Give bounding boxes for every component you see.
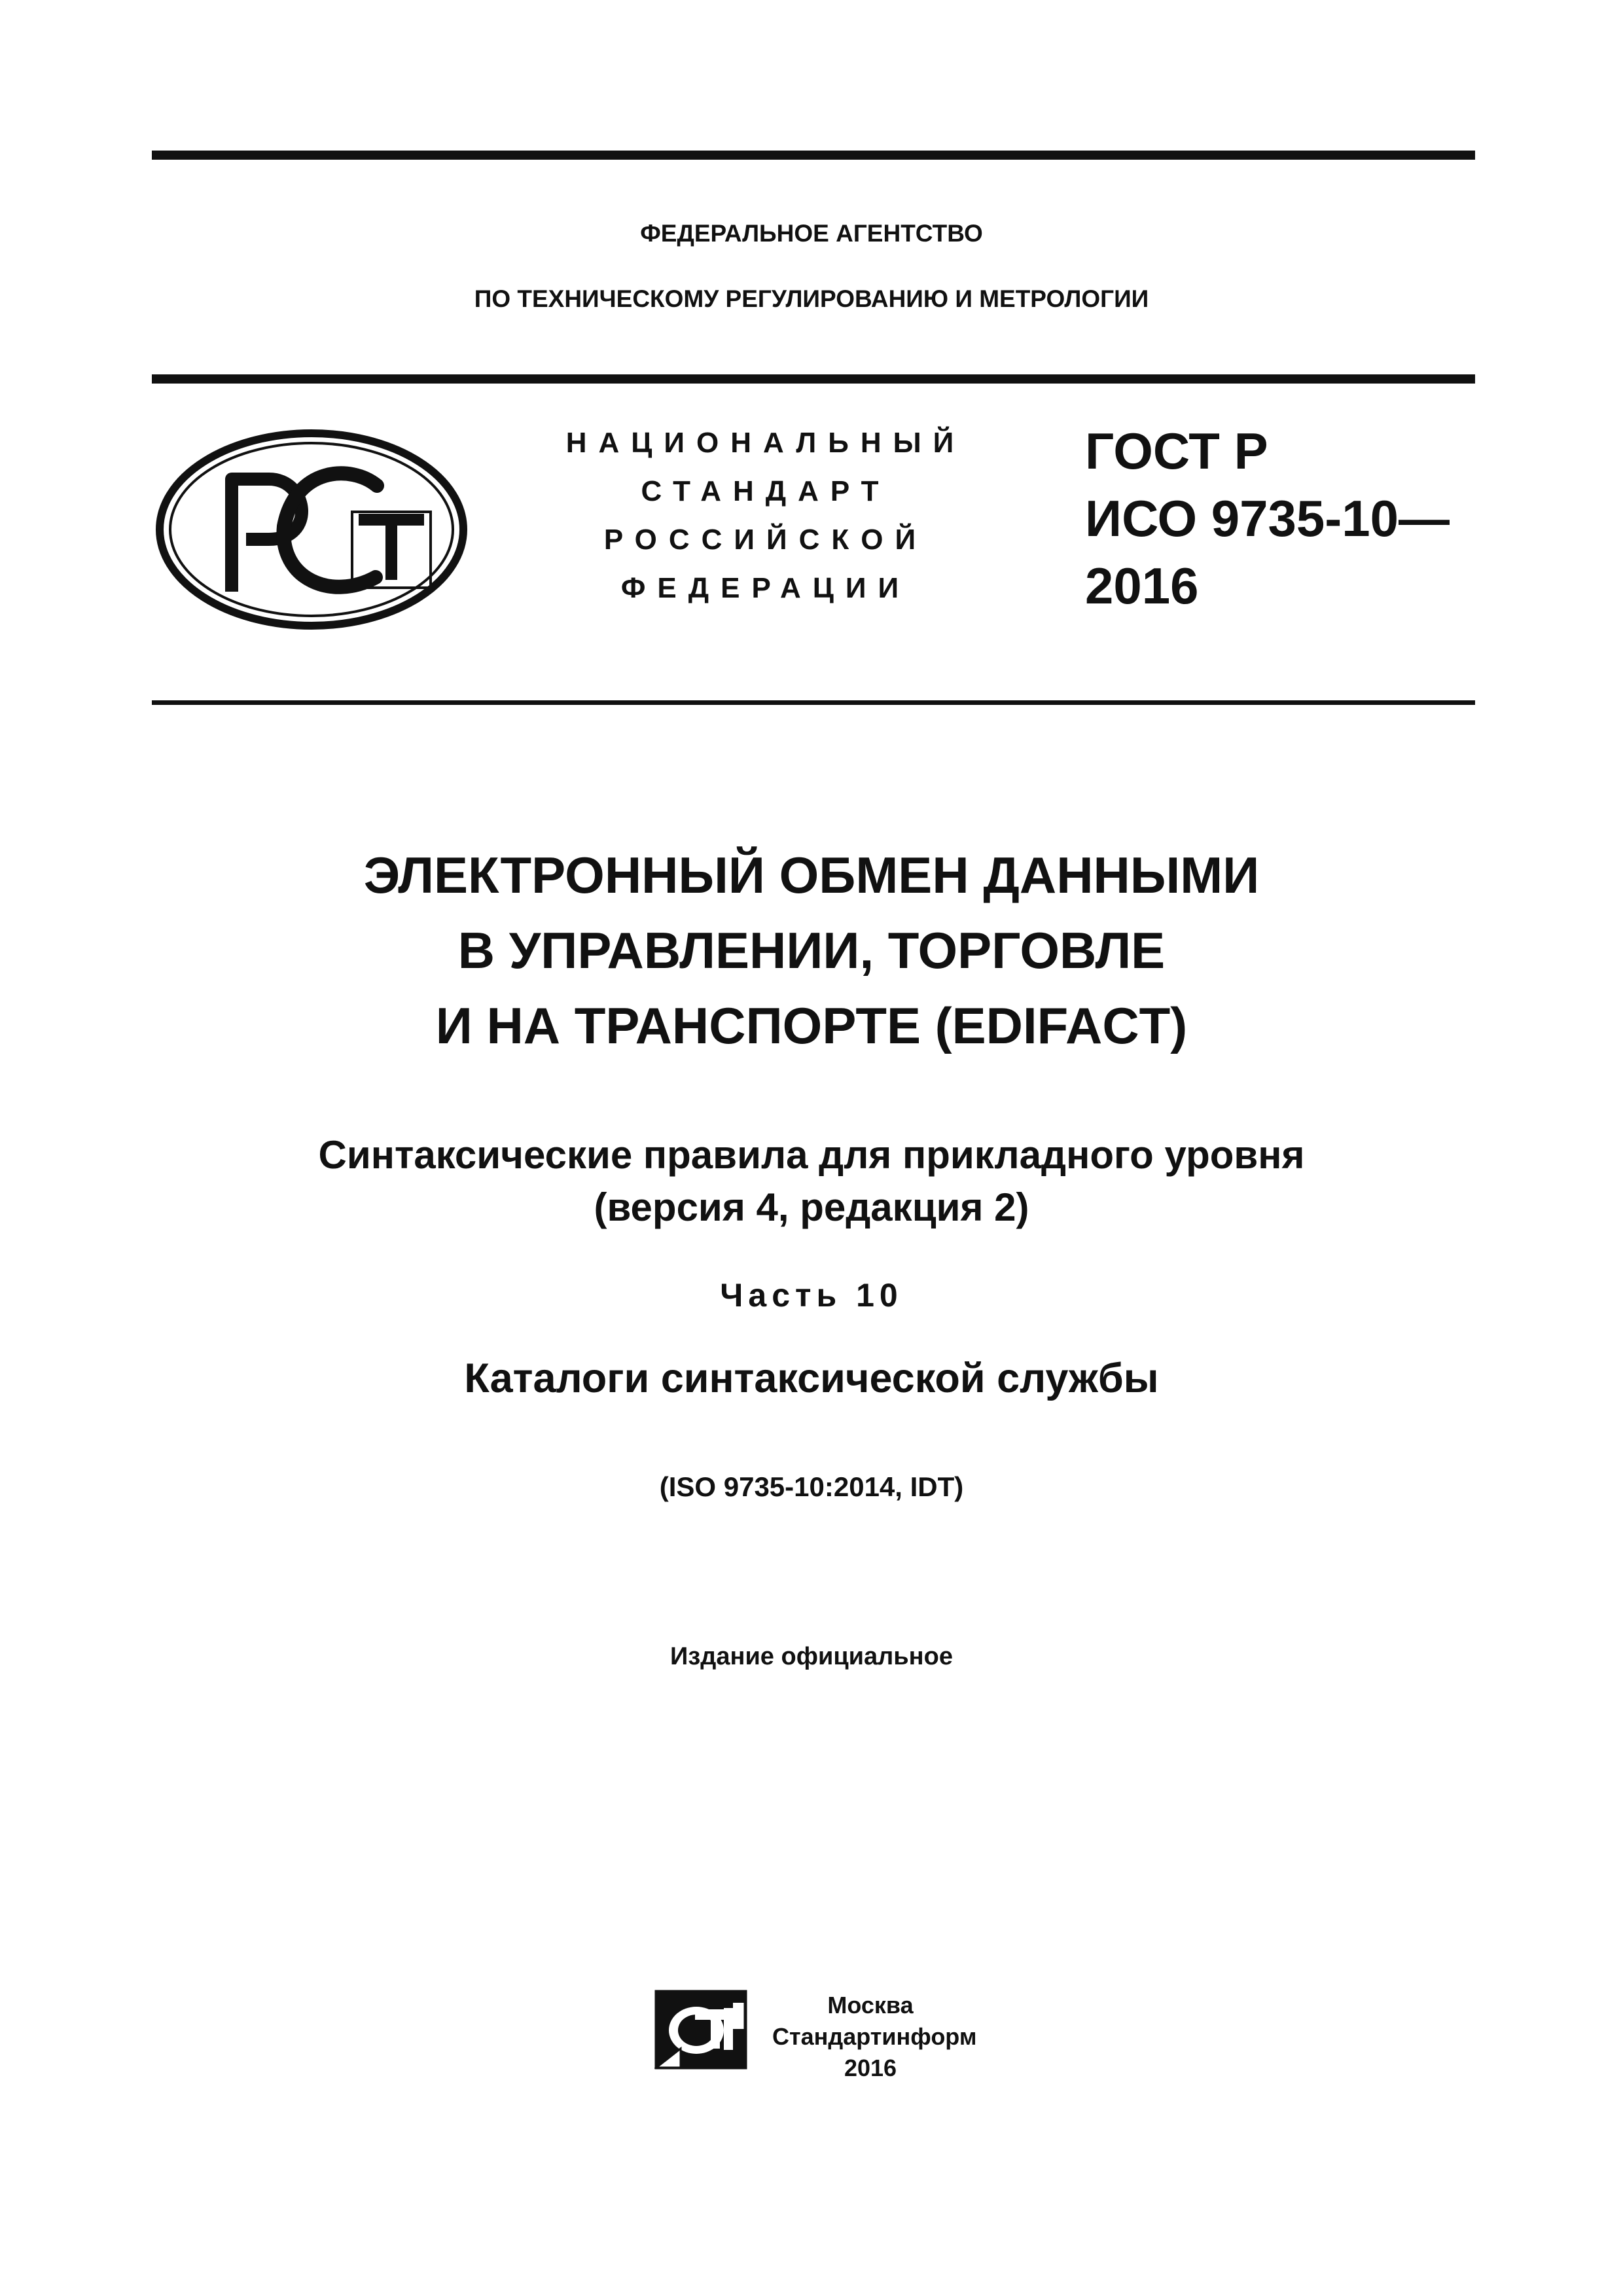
- publisher-city: Москва: [827, 1992, 914, 2018]
- national-standard-line: РОССИЙСКОЙ: [603, 524, 928, 556]
- publisher-imprint: [772, 1990, 977, 2084]
- national-standard-label: [524, 419, 1008, 613]
- national-standard-line: ФЕДЕРАЦИИ: [620, 572, 911, 604]
- part-title: Каталоги синтаксической службы: [464, 1355, 1159, 1401]
- top-rule: [152, 151, 1475, 160]
- title-line: И НА ТРАНСПОРТЕ (EDIFACT): [435, 997, 1188, 1054]
- title-rule: [152, 700, 1475, 705]
- standard-designation: [1085, 418, 1475, 620]
- edition-label: Издание официальное: [670, 1643, 953, 1670]
- publisher-name: Стандартинформ: [772, 2023, 977, 2050]
- document-title: [0, 838, 1623, 1064]
- agency-line-2: ПО ТЕХНИЧЕСКОМУ РЕГУЛИРОВАНИЮ И МЕТРОЛОГИИ: [474, 285, 1149, 312]
- document-subtitle: [0, 1129, 1623, 1234]
- subtitle-line: Синтаксические правила для прикладного уровня: [318, 1133, 1305, 1177]
- designation-line: ГОСТ Р: [1085, 422, 1268, 480]
- national-standard-line: СТАНДАРТ: [641, 475, 891, 507]
- subtitle-line: (версия 4, редакция 2): [594, 1185, 1029, 1229]
- designation-line: ИСО 9735-10—: [1085, 490, 1450, 547]
- iso-reference: (ISO 9735-10:2014, IDT): [659, 1471, 964, 1502]
- standartinform-logo-icon: [654, 1990, 747, 2070]
- publisher-year: 2016: [844, 2054, 897, 2081]
- designation-line: 2016: [1085, 557, 1199, 615]
- agency-line-1: ФЕДЕРАЛЬНОЕ АГЕНТСТВО: [640, 220, 983, 247]
- part-number: Часть 10: [720, 1277, 903, 1314]
- national-standard-line: НАЦИОНАЛЬНЫЙ: [565, 427, 966, 459]
- title-line: ЭЛЕКТРОННЫЙ ОБМЕН ДАННЫМИ: [363, 846, 1260, 904]
- rst-gost-logo-icon: [154, 428, 469, 631]
- header-rule: [152, 374, 1475, 384]
- title-line: В УПРАВЛЕНИИ, ТОРГОВЛЕ: [457, 922, 1166, 979]
